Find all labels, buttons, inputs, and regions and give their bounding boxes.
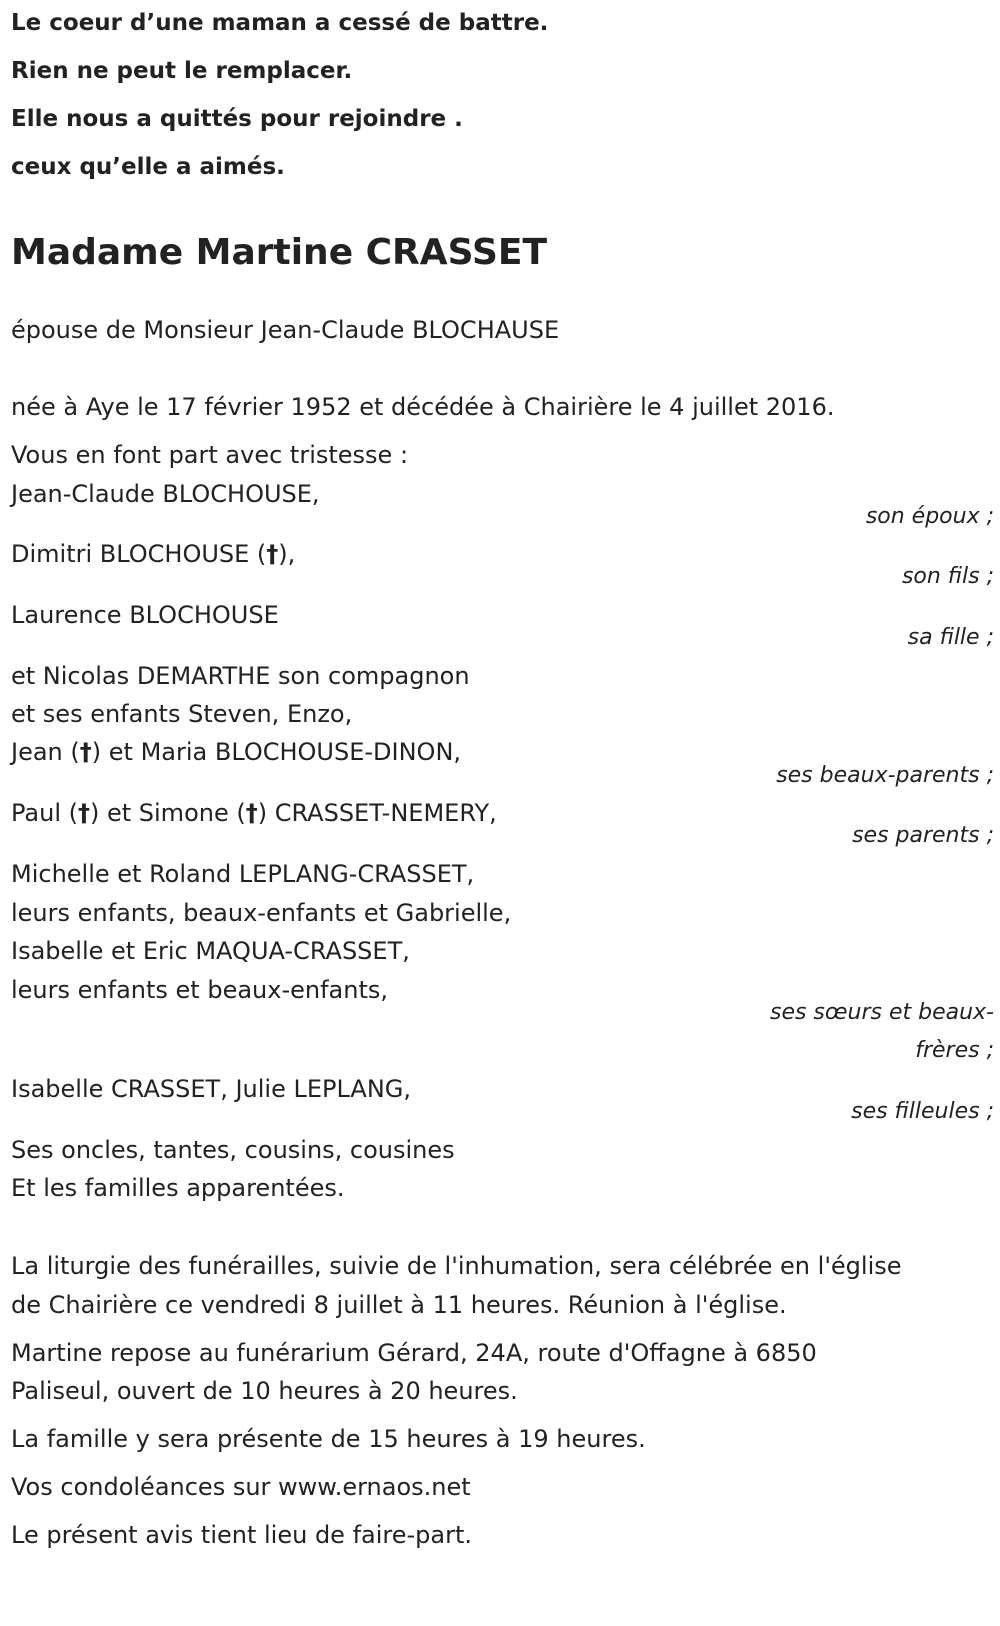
family-line: Jean-Claude BLOCHOUSE, <box>11 480 320 508</box>
family-text: ) et Maria BLOCHOUSE-DINON, <box>91 738 462 766</box>
spouse-line: épouse de Monsieur Jean-Claude BLOCHAUSE <box>11 316 560 344</box>
family-line: et ses enfants Steven, Enzo, <box>11 700 353 728</box>
family-line: Isabelle CRASSET, Julie LEPLANG, <box>11 1075 411 1103</box>
family-line: Laurence BLOCHOUSE <box>11 601 279 629</box>
cross-icon: † <box>245 799 258 827</box>
family-presence-text: La famille y sera présente de 15 heures à 19 heures. <box>11 1425 646 1453</box>
family-line <box>11 799 497 827</box>
intro-line-2: Rien ne peut le remplacer. <box>11 58 353 84</box>
funerarium-text: Paliseul, ouvert de 10 heures à 20 heures. <box>11 1377 518 1405</box>
funeral-text: La liturgie des funérailles, suivie de l'inhumation, sera célébrée en l'église <box>11 1252 902 1280</box>
family-text: ) CRASSET-NEMERY, <box>257 799 497 827</box>
cross-icon: † <box>79 738 92 766</box>
birth-death-line: née à Aye le 17 février 1952 et décédée à Chairière le 4 juillet 2016. <box>11 393 835 421</box>
relation-label: son époux ; <box>865 504 994 529</box>
relation-label: son fils ; <box>901 564 994 589</box>
intro-line-1: Le coeur d’une maman a cessé de battre. <box>11 10 549 36</box>
family-text: Paul ( <box>11 799 78 827</box>
cross-icon: † <box>266 540 279 568</box>
condolences-text: Vos condoléances sur www.ernaos.net <box>11 1473 471 1501</box>
relation-label: sa fille ; <box>907 625 994 650</box>
family-line: Et les familles apparentées. <box>11 1174 345 1202</box>
intro-line-3: Elle nous a quittés pour rejoindre . <box>11 106 463 132</box>
family-text: Jean ( <box>11 738 80 766</box>
family-line: leurs enfants, beaux-enfants et Gabrielle, <box>11 899 512 927</box>
relation-label: ses beaux-parents ; <box>776 763 994 788</box>
relation-label: ses sœurs et beaux- <box>769 1000 994 1025</box>
cross-icon: † <box>77 799 90 827</box>
funeral-text: de Chairière ce vendredi 8 juillet à 11 heures. Réunion à l'église. <box>11 1291 787 1319</box>
deceased-name: Madame Martine CRASSET <box>11 232 548 273</box>
relation-label: frères ; <box>915 1038 994 1063</box>
family-line: Isabelle et Eric MAQUA-CRASSET, <box>11 937 410 965</box>
family-text: ), <box>278 540 296 568</box>
family-line: et Nicolas DEMARTHE son compagnon <box>11 662 470 690</box>
funerarium-text: Martine repose au funérarium Gérard, 24A, route d'Offagne à 6850 <box>11 1339 817 1367</box>
closing-text: Le présent avis tient lieu de faire-part. <box>11 1521 473 1549</box>
family-line: Ses oncles, tantes, cousins, cousines <box>11 1136 455 1164</box>
announcement-intro: Vous en font part avec tristesse : <box>11 441 409 469</box>
family-line <box>11 738 461 766</box>
family-text: ) et Simone ( <box>89 799 246 827</box>
family-text: Dimitri BLOCHOUSE ( <box>11 540 267 568</box>
family-line: Michelle et Roland LEPLANG-CRASSET, <box>11 860 475 888</box>
intro-line-4: ceux qu’elle a aimés. <box>11 154 285 180</box>
relation-label: ses filleules ; <box>851 1099 994 1124</box>
relation-label: ses parents ; <box>852 823 994 848</box>
family-line: leurs enfants et beaux-enfants, <box>11 976 389 1004</box>
family-line <box>11 540 295 568</box>
